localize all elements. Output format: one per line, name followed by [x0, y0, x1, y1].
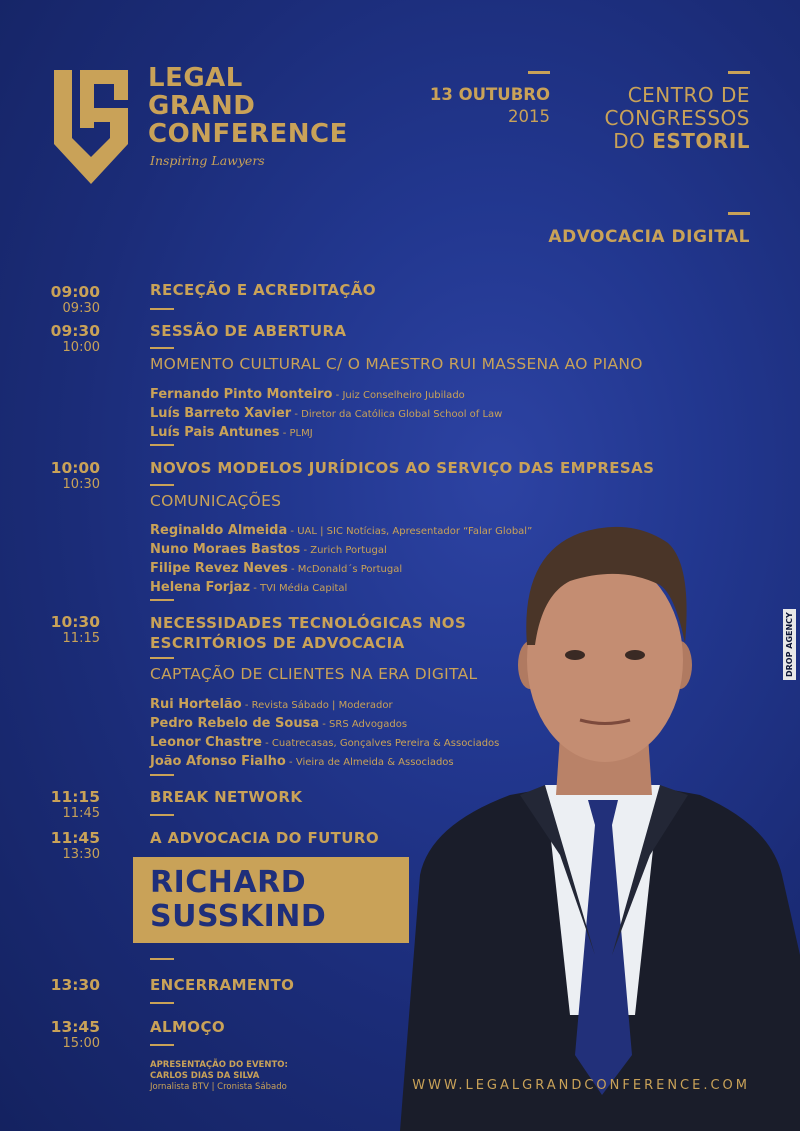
- speaker: [150, 404, 502, 423]
- program-item-time: [0, 613, 100, 646]
- speaker-list: [150, 385, 502, 442]
- start-time: 09:30: [50, 322, 100, 340]
- venue-divider: [728, 71, 750, 74]
- session-divider: [150, 444, 174, 446]
- speaker-role: - Diretor da Católica Global School of Law: [291, 409, 503, 420]
- end-time: 11:45: [62, 806, 100, 821]
- event-presenter: [150, 1060, 288, 1093]
- venue-line-3-prefix: DO: [613, 129, 653, 153]
- event-theme: ADVOCACIA DIGITAL: [548, 227, 750, 247]
- logo-wordmark: [148, 64, 348, 148]
- speaker-name: Fernando Pinto Monteiro: [150, 387, 333, 402]
- theme-divider: [728, 212, 750, 215]
- speaker-role: - TVI Média Capital: [250, 583, 348, 594]
- session-divider: [150, 308, 174, 310]
- session-divider: [150, 657, 174, 659]
- session-divider: [150, 814, 174, 816]
- logo-line-1: LEGAL: [148, 63, 243, 93]
- session-title-line-1: NECESSIDADES TECNOLÓGICAS NOS: [150, 614, 467, 632]
- speaker-name: Nuno Moraes Bastos: [150, 542, 301, 557]
- agency-credit: DROP AGENCY: [783, 609, 796, 680]
- speaker-role: - SRS Advogados: [319, 719, 408, 730]
- session-divider: [150, 1002, 174, 1004]
- end-time: 13:30: [62, 847, 100, 862]
- keynote-last-name: SUSSKIND: [150, 899, 327, 934]
- speaker: [150, 733, 499, 752]
- session-title: A ADVOCACIA DO FUTURO: [150, 829, 379, 847]
- venue-line-2: CONGRESSOS: [604, 106, 750, 130]
- event-venue: [604, 84, 750, 153]
- start-time: 09:00: [50, 283, 100, 301]
- speaker-name: João Afonso Fialho: [150, 754, 286, 769]
- session-title-line-2: ESCRITÓRIOS DE ADVOCACIA: [150, 634, 405, 652]
- session-divider: [150, 1044, 174, 1046]
- event-date: 13 OUTUBRO: [429, 85, 550, 104]
- end-time: 10:00: [62, 340, 100, 355]
- presenter-label: [150, 1060, 288, 1071]
- speaker: [150, 423, 502, 442]
- session-title: NOVOS MODELOS JURÍDICOS AO SERVIÇO DAS EMPRESAS: [150, 459, 655, 477]
- program-item-time: [0, 829, 100, 862]
- speaker-role: - UAL | SIC Notícias, Apresentador “Falar Global”: [287, 526, 533, 537]
- session-title: BREAK NETWORK: [150, 788, 303, 806]
- start-time: 10:00: [50, 459, 100, 477]
- date-divider: [528, 71, 550, 74]
- speaker: [150, 578, 532, 597]
- speaker-name: Helena Forjaz: [150, 580, 251, 595]
- start-time: 11:45: [50, 829, 100, 847]
- speaker: [150, 540, 532, 559]
- session-divider: [150, 599, 174, 601]
- start-time: 10:30: [50, 613, 100, 631]
- venue-line-1: CENTRO DE: [627, 83, 750, 107]
- end-time: 09:30: [62, 301, 100, 316]
- speaker: [150, 695, 499, 714]
- presenter-name-text: CARLOS DIAS DA SILVA: [150, 1071, 260, 1081]
- logo-line-2: GRAND: [148, 91, 256, 121]
- website-link[interactable]: WWW.LEGALGRANDCONFERENCE.COM: [412, 1078, 750, 1093]
- speaker-role: - Juiz Conselheiro Jubilado: [332, 390, 465, 401]
- session-divider: [150, 958, 174, 960]
- start-time: 13:30: [50, 976, 100, 994]
- keynote-first-name: RICHARD: [150, 865, 307, 900]
- session-divider: [150, 347, 174, 349]
- end-time: 11:15: [62, 631, 100, 646]
- conference-logo-icon: [50, 68, 132, 188]
- session-title: [150, 613, 466, 653]
- speaker-list: [150, 695, 499, 771]
- speaker-role: - Zurich Portugal: [300, 545, 387, 556]
- speaker: [150, 752, 499, 771]
- speaker-role: - Vieira de Almeida & Associados: [285, 757, 454, 768]
- logo-tagline: Inspiring Lawyers: [150, 153, 265, 168]
- start-time: 11:15: [50, 788, 100, 806]
- speaker-name: Filipe Revez Neves: [150, 561, 288, 576]
- venue-line-3-bold: ESTORIL: [652, 129, 750, 153]
- keynote-speaker-name: [150, 866, 326, 934]
- speaker: [150, 714, 499, 733]
- event-year: 2015: [508, 107, 550, 126]
- session-divider: [150, 484, 174, 486]
- end-time: 15:00: [62, 1036, 100, 1051]
- logo-line-3: CONFERENCE: [148, 119, 348, 149]
- end-time: 10:30: [62, 477, 100, 492]
- subsession-title: MOMENTO CULTURAL C/ O MAESTRO RUI MASSENA AO PIANO: [150, 355, 643, 373]
- program-item-time: [0, 1018, 100, 1051]
- session-divider: [150, 774, 174, 776]
- speaker: [150, 385, 502, 404]
- program-item-time: [0, 976, 100, 994]
- speaker-name: Luís Pais Antunes: [150, 425, 280, 440]
- session-title: ENCERRAMENTO: [150, 976, 295, 994]
- venue-line-3: [604, 130, 750, 153]
- subsession-title: CAPTAÇÃO DE CLIENTES NA ERA DIGITAL: [150, 665, 478, 683]
- session-title: SESSÃO DE ABERTURA: [150, 322, 347, 340]
- speaker-role: - McDonald´s Portugal: [287, 564, 403, 575]
- speaker-name: Luís Barreto Xavier: [150, 406, 292, 421]
- speaker: [150, 559, 532, 578]
- presenter-label-text: APRESENTAÇÃO DO EVENTO:: [150, 1060, 288, 1070]
- session-title: RECEÇÃO E ACREDITAÇÃO: [150, 281, 377, 299]
- speaker-name: Rui Hortelão: [150, 697, 242, 712]
- speaker-role: - PLMJ: [279, 428, 313, 439]
- session-title: ALMOÇO: [150, 1018, 226, 1036]
- speaker-name: Leonor Chastre: [150, 735, 262, 750]
- speaker-role: - Cuatrecasas, Gonçalves Pereira & Associados: [261, 738, 500, 749]
- program-item-time: [0, 322, 100, 355]
- presenter-role: Jornalista BTV | Cronista Sábado: [150, 1082, 287, 1092]
- speaker-role: - Revista Sábado | Moderador: [241, 700, 393, 711]
- program-item-time: [0, 459, 100, 492]
- program-item-time: [0, 283, 100, 316]
- speaker: [150, 521, 532, 540]
- speaker-name: Pedro Rebelo de Sousa: [150, 716, 320, 731]
- speaker-name: Reginaldo Almeida: [150, 523, 288, 538]
- program-item-time: [0, 788, 100, 821]
- subsession-title: COMUNICAÇÕES: [150, 492, 282, 510]
- speaker-list: [150, 521, 532, 597]
- start-time: 13:45: [50, 1018, 100, 1036]
- presenter-name: [150, 1071, 288, 1082]
